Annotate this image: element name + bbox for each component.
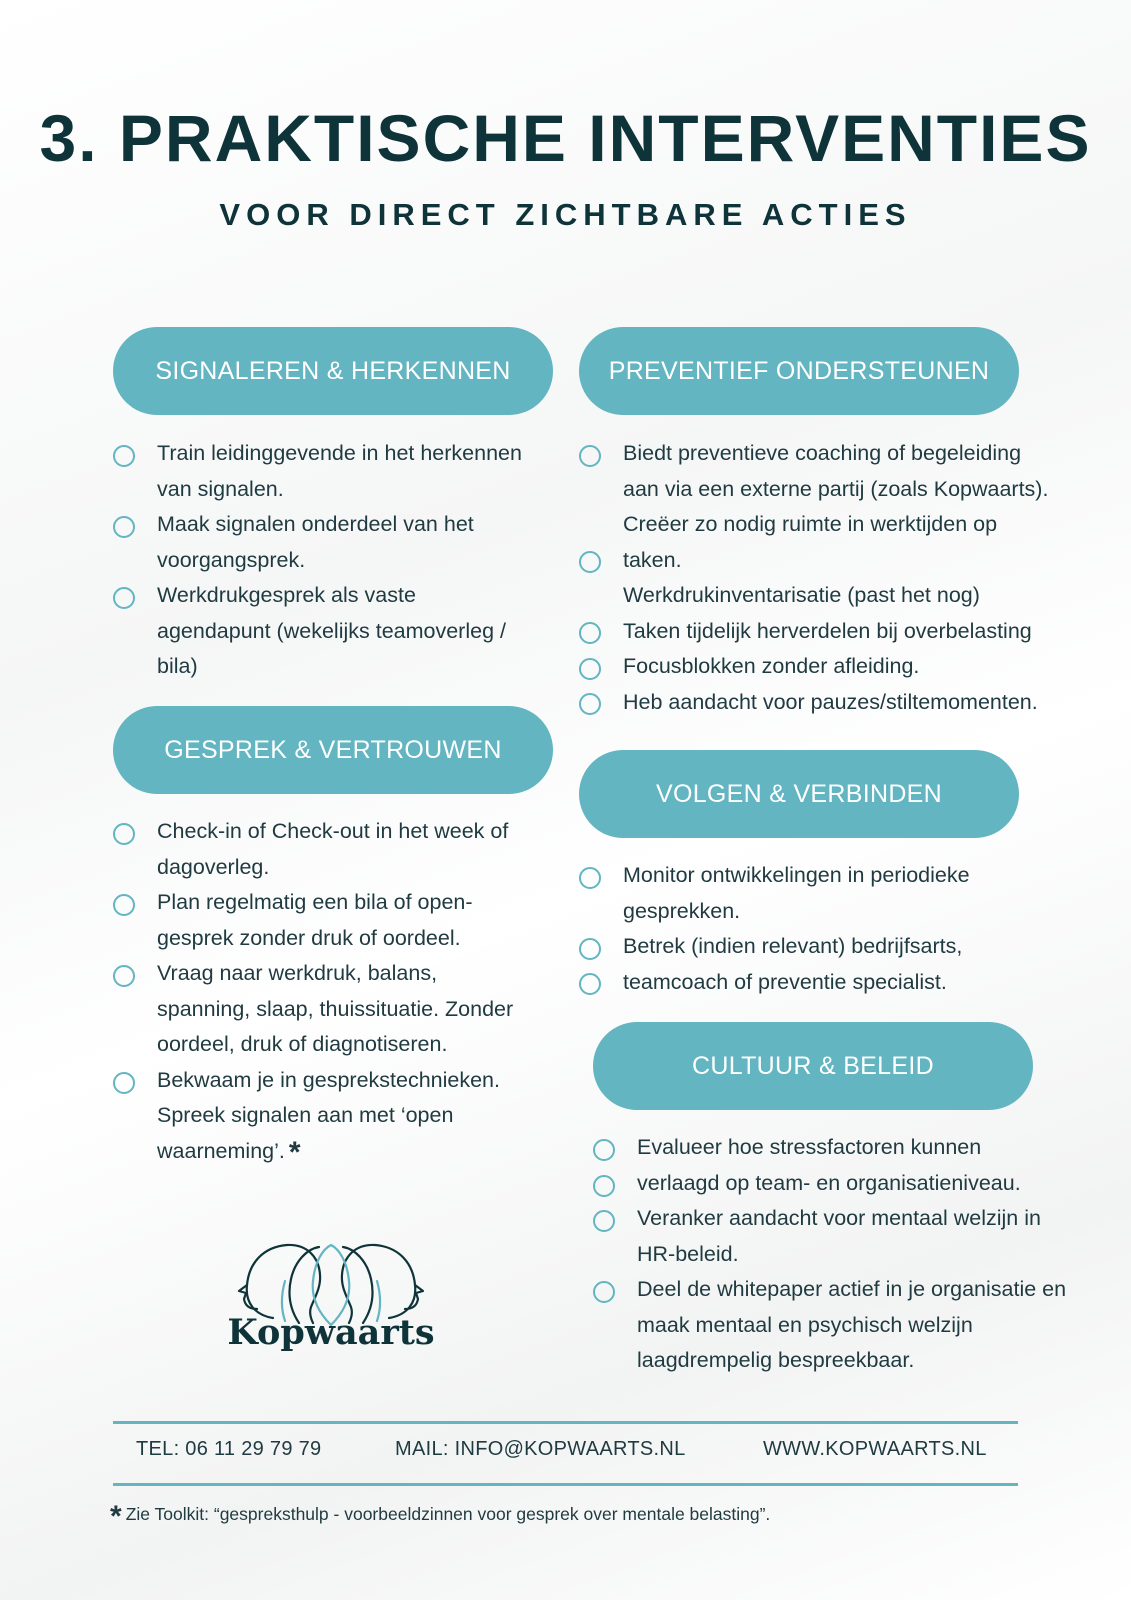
checklist-gesprek xyxy=(113,814,553,1170)
checkbox-icon[interactable] xyxy=(113,823,135,845)
checkbox-icon[interactable] xyxy=(113,587,135,609)
checklist-item: Vraag naar werkdruk, balans, spanning, slaap, thuissituatie. Zonder oordeel, druk of diagnotiseren. xyxy=(113,956,553,1063)
checklist-item: Check-in of Check-out in het week of dagoverleg. xyxy=(113,814,553,885)
footer-divider-bottom xyxy=(113,1483,1018,1486)
section-heading-preventief: PREVENTIEF ONDERSTEUNEN xyxy=(579,327,1019,415)
footer-phone[interactable]: TEL: 06 11 29 79 79 xyxy=(136,1438,322,1460)
footnote: * Zie Toolkit: “gespreksthulp - voorbeeldzinnen voor gesprek over mentale belasting”. xyxy=(110,1500,771,1533)
checklist-item: Bekwaam je in gesprekstechnieken. Spreek signalen aan met ‘open waarneming’. * xyxy=(113,1063,553,1171)
section-heading-volgen: VOLGEN & VERBINDEN xyxy=(579,750,1019,838)
checklist-volgen: Monitor ontwikkelingen in periodieke gesprekken. Betrek (indien relevant) bedrijfsarts, teamcoach of preventie specialist. xyxy=(579,858,1079,1000)
checkbox-icon[interactable] xyxy=(113,445,135,467)
section-heading-signaleren: SIGNALEREN & HERKENNEN xyxy=(113,327,553,415)
checklist-item: Train leidinggevende in het herkennen van signalen. xyxy=(113,436,553,507)
asterisk-icon: * xyxy=(110,1500,122,1533)
checklist-item: Plan regelmatig een bila of open- gesprek zonder druk of oordeel. xyxy=(113,885,553,956)
checklist-signaleren xyxy=(113,436,553,685)
checkbox-icon[interactable] xyxy=(113,894,135,916)
checklist-item: Maak signalen onderdeel van het voorgangsprek. xyxy=(113,507,553,578)
footer-email[interactable]: MAIL: INFO@KOPWAARTS.NL xyxy=(395,1438,686,1460)
section-heading-cultuur: CULTUUR & BELEID xyxy=(593,1022,1033,1110)
checklist-preventief: Biedt preventieve coaching of begeleiding aan via een externe partij (zoals Kopwaarts). Creëer zo nodig ruimte in werktijden op taken. Werkdrukinventarisatie (past het nog) Taken tijdelijk herverdelen bij overbelasting Focusblokken zonder afleiding. Heb aandacht voor pauzes/stiltemomenten. xyxy=(579,436,1099,720)
footer-website[interactable]: WWW.KOPWAARTS.NL xyxy=(763,1438,987,1460)
footer-divider-top xyxy=(113,1421,1018,1424)
checkbox-icon[interactable] xyxy=(113,965,135,987)
checkbox-icon[interactable] xyxy=(113,1072,135,1094)
checkbox-icon[interactable] xyxy=(113,516,135,538)
checklist-cultuur: Evalueer hoe stressfactoren kunnen verlaagd op team- en organisatieniveau. Veranker aandacht voor mentaal welzijn in HR-beleid. Deel de whitepaper actief in je organisatie en maak mentaal en psychisch welzijn laagdrempelig bespreekbaar. xyxy=(593,1130,1113,1379)
logo-wordmark: Kopwaarts xyxy=(227,1312,435,1353)
checklist-item: Werkdrukgesprek als vaste agendapunt (wekelijks teamoverleg / bila) xyxy=(113,578,553,685)
asterisk-icon: * xyxy=(288,1135,301,1169)
page-subtitle: VOOR DIRECT ZICHTBARE ACTIES xyxy=(219,197,912,232)
page-title: 3. PRAKTISCHE INTERVENTIES xyxy=(39,101,1092,175)
section-heading-gesprek: GESPREK & VERTROUWEN xyxy=(113,706,553,794)
